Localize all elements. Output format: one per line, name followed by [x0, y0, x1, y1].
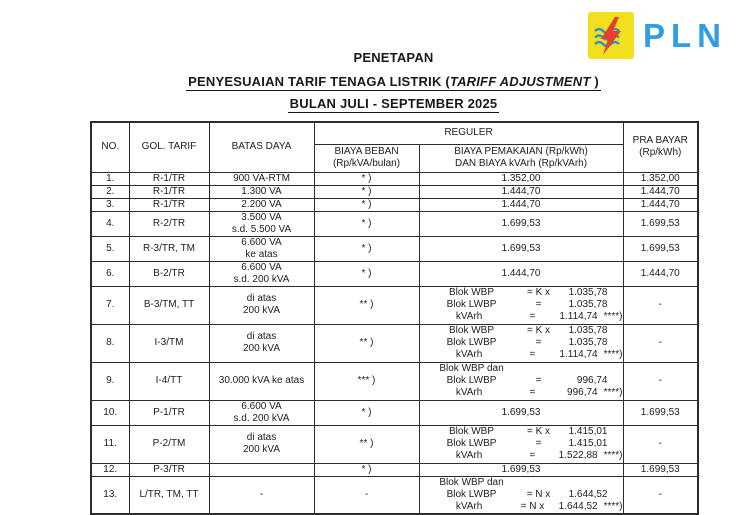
table-row	[91, 324, 698, 362]
header-biaya-beban: BIAYA BEBAN (Rp/kVA/bulan)	[314, 144, 419, 172]
cell-batas-daya: -	[209, 476, 314, 514]
cell-biaya-beban: * )	[314, 211, 419, 236]
pln-logo-text: PLN	[643, 17, 727, 54]
header-no: NO.	[91, 122, 129, 172]
cell-biaya-pemakaian: 1.444,70	[419, 261, 623, 286]
cell-batas-daya: 3.500 VA s.d. 5.500 VA	[209, 211, 314, 236]
cell-biaya-pemakaian: 1.699,53	[419, 211, 623, 236]
cell-pra-bayar: 1.444,70	[623, 198, 698, 211]
cell-gol-tarif: B-3/TM, TT	[129, 286, 209, 324]
tariff-table-body	[91, 172, 698, 514]
cell-gol-tarif: P-3/TR	[129, 463, 209, 476]
cell-batas-daya: di atas 200 kVA	[209, 425, 314, 463]
cell-gol-tarif: L/TR, TM, TT	[129, 476, 209, 514]
cell-no: 10.	[91, 400, 129, 425]
cell-biaya-beban: ** )	[314, 324, 419, 362]
title-line-2: PENYESUAIAN TARIF TENAGA LISTRIK (TARIFF ADJUSTMENT )	[188, 74, 599, 89]
cell-no: 7.	[91, 286, 129, 324]
cell-biaya-pemakaian: 1.444,70	[419, 198, 623, 211]
cell-pra-bayar: 1.352,00	[623, 172, 698, 185]
cell-batas-daya: 2.200 VA	[209, 198, 314, 211]
header-batas-daya: BATAS DAYA	[209, 122, 314, 172]
cell-no: 2.	[91, 185, 129, 198]
cell-pra-bayar: 1.699,53	[623, 236, 698, 261]
cell-pra-bayar: -	[623, 425, 698, 463]
cell-gol-tarif: P-2/TM	[129, 425, 209, 463]
table-row	[91, 476, 698, 514]
cell-biaya-pemakaian: 1.444,70	[419, 185, 623, 198]
table-row	[91, 425, 698, 463]
tariff-table	[90, 121, 699, 515]
table-row	[91, 286, 698, 324]
cell-no: 4.	[91, 211, 129, 236]
cell-gol-tarif: R-1/TR	[129, 198, 209, 211]
cell-gol-tarif: I-3/TM	[129, 324, 209, 362]
header-reguler: REGULER	[314, 122, 623, 144]
cell-no: 12.	[91, 463, 129, 476]
cell-pra-bayar: 1.699,53	[623, 400, 698, 425]
cell-pra-bayar: 1.699,53	[623, 463, 698, 476]
cell-gol-tarif: B-2/TR	[129, 261, 209, 286]
cell-biaya-beban: * )	[314, 261, 419, 286]
cell-batas-daya: 1.300 VA	[209, 185, 314, 198]
cell-no: 3.	[91, 198, 129, 211]
cell-biaya-pemakaian: 1.699,53	[419, 400, 623, 425]
cell-biaya-beban: *** )	[314, 362, 419, 400]
cell-biaya-pemakaian: Blok WBP dan Blok LWBP = 996,74 kVArh = 996,74 ****)	[419, 362, 623, 400]
cell-biaya-pemakaian: Blok WBP = K x 1.035,78 Blok LWBP = 1.035,78 kVArh = 1.114,74 ****)	[419, 286, 623, 324]
cell-gol-tarif: P-1/TR	[129, 400, 209, 425]
cell-biaya-pemakaian: Blok WBP dan Blok LWBP = N x 1.644,52 kVArh = N x 1.644,52 ****)	[419, 476, 623, 514]
cell-biaya-pemakaian: Blok WBP = K x 1.415,01 Blok LWBP = 1.415,01 kVArh = 1.522,88 ****)	[419, 425, 623, 463]
cell-batas-daya: di atas 200 kVA	[209, 324, 314, 362]
cell-pra-bayar: 1.444,70	[623, 185, 698, 198]
cell-batas-daya: 6.600 VA s.d. 200 kVA	[209, 400, 314, 425]
cell-pra-bayar: -	[623, 476, 698, 514]
cell-no: 11.	[91, 425, 129, 463]
cell-biaya-beban: * )	[314, 236, 419, 261]
cell-biaya-beban: * )	[314, 185, 419, 198]
cell-batas-daya: 900 VA-RTM	[209, 172, 314, 185]
cell-biaya-pemakaian: 1.352,00	[419, 172, 623, 185]
header-biaya-pemakaian: BIAYA PEMAKAIAN (Rp/kWh) DAN BIAYA kVArh (Rp/kVArh)	[419, 144, 623, 172]
cell-no: 6.	[91, 261, 129, 286]
table-row	[91, 211, 698, 236]
table-header-row-1	[91, 122, 698, 144]
cell-gol-tarif: I-4/TT	[129, 362, 209, 400]
cell-pra-bayar: -	[623, 362, 698, 400]
cell-biaya-beban: ** )	[314, 425, 419, 463]
cell-gol-tarif: R-1/TR	[129, 185, 209, 198]
cell-batas-daya: 6.600 VA ke atas	[209, 236, 314, 261]
cell-gol-tarif: R-1/TR	[129, 172, 209, 185]
table-row	[91, 261, 698, 286]
title-line-1: PENETAPAN	[353, 50, 434, 65]
cell-biaya-beban: * )	[314, 172, 419, 185]
cell-biaya-pemakaian: Blok WBP = K x 1.035,78 Blok LWBP = 1.035,78 kVArh = 1.114,74 ****)	[419, 324, 623, 362]
table-row	[91, 172, 698, 185]
cell-no: 8.	[91, 324, 129, 362]
cell-no: 9.	[91, 362, 129, 400]
cell-pra-bayar: 1.444,70	[623, 261, 698, 286]
header-pra-bayar: PRA BAYAR (Rp/kWh)	[623, 122, 698, 172]
table-row	[91, 362, 698, 400]
cell-biaya-beban: * )	[314, 463, 419, 476]
table-row	[91, 185, 698, 198]
cell-no: 13.	[91, 476, 129, 514]
table-row	[91, 463, 698, 476]
table-row	[91, 198, 698, 211]
cell-gol-tarif: R-3/TR, TM	[129, 236, 209, 261]
cell-biaya-beban: * )	[314, 400, 419, 425]
cell-no: 1.	[91, 172, 129, 185]
cell-batas-daya: 30.000 kVA ke atas	[209, 362, 314, 400]
cell-biaya-pemakaian: 1.699,53	[419, 463, 623, 476]
title-line-3: BULAN JULI - SEPTEMBER 2025	[289, 96, 498, 111]
cell-pra-bayar: -	[623, 324, 698, 362]
table-row	[91, 400, 698, 425]
cell-batas-daya	[209, 463, 314, 476]
cell-biaya-beban: -	[314, 476, 419, 514]
cell-pra-bayar: -	[623, 286, 698, 324]
doc-title	[90, 50, 697, 113]
cell-batas-daya: 6.600 VA s.d. 200 kVA	[209, 261, 314, 286]
cell-biaya-beban: * )	[314, 198, 419, 211]
header-gol-tarif: GOL. TARIF	[129, 122, 209, 172]
cell-batas-daya: di atas 200 kVA	[209, 286, 314, 324]
cell-biaya-beban: ** )	[314, 286, 419, 324]
cell-gol-tarif: R-2/TR	[129, 211, 209, 236]
cell-no: 5.	[91, 236, 129, 261]
table-row	[91, 236, 698, 261]
cell-biaya-pemakaian: 1.699,53	[419, 236, 623, 261]
cell-pra-bayar: 1.699,53	[623, 211, 698, 236]
